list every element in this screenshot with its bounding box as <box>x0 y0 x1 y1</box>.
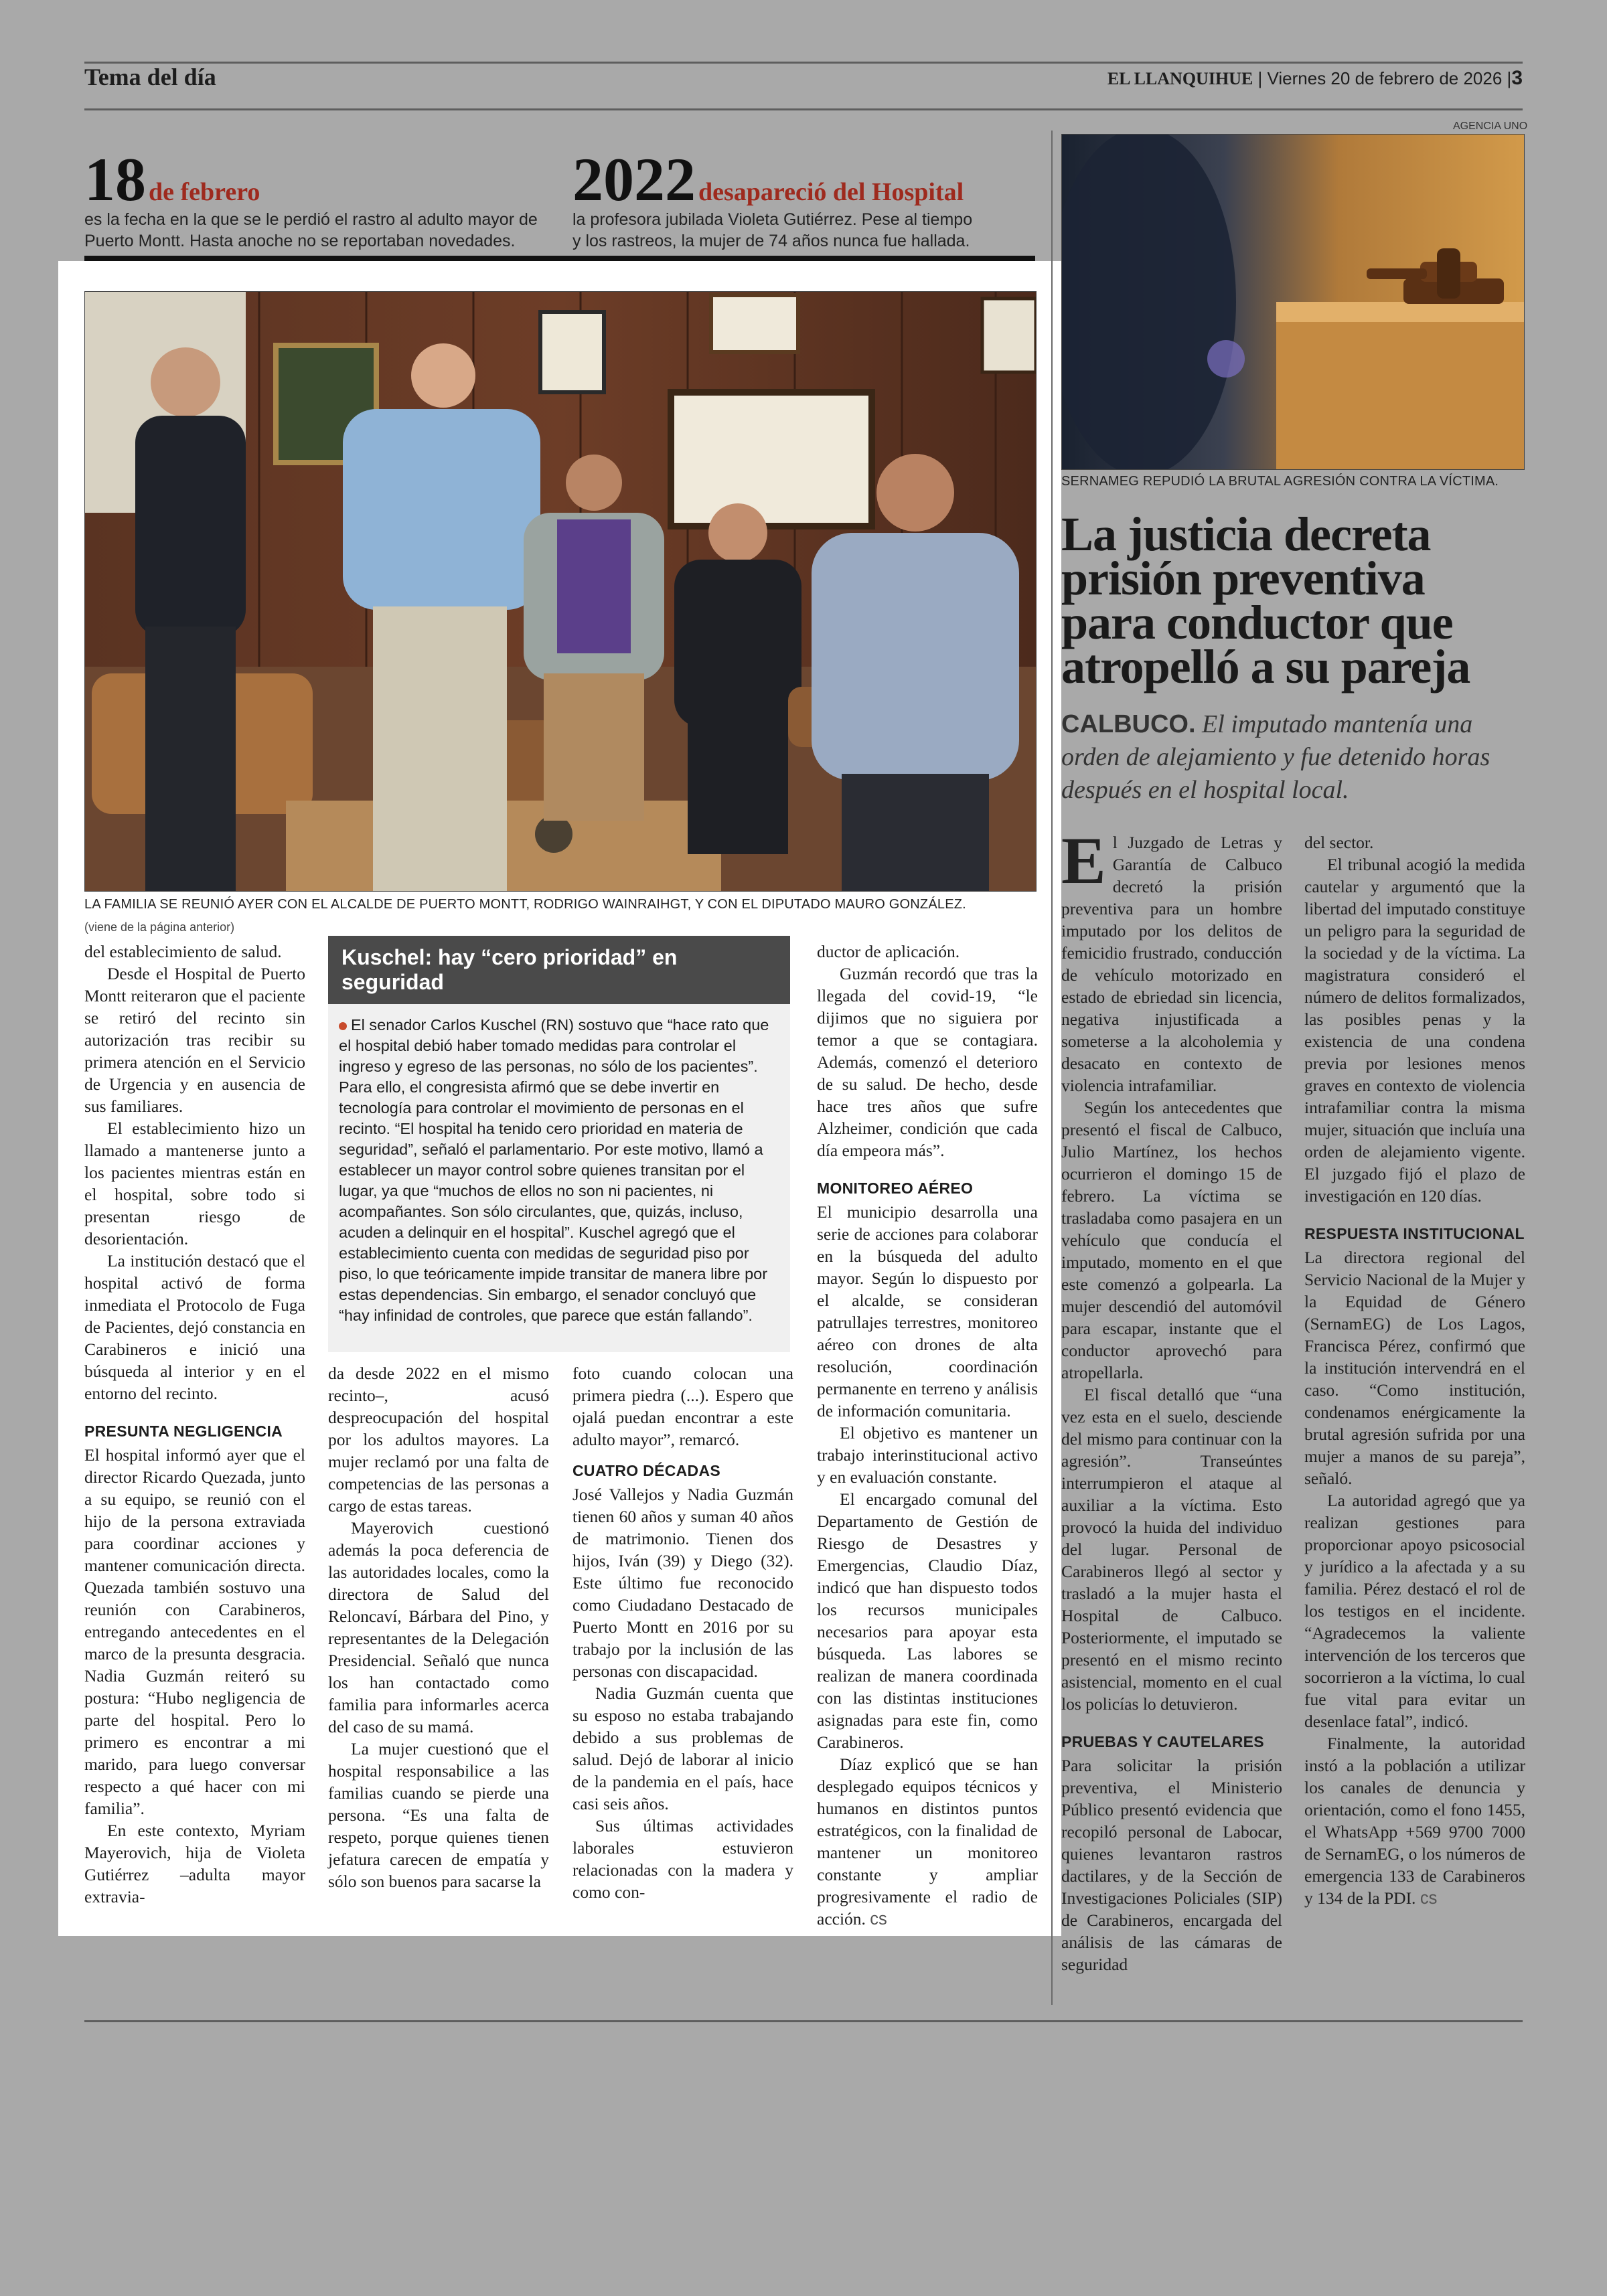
paragraph: Para solicitar la prisión preventiva, el Ministerio Público presentó evidencia que recopiló personal de Labocar, quienes levantaron rastros dactilares, y de la Sección de Investigaciones Policiales (SIP) de Carabineros, encargada del análisis de las cámaras de seguridad <box>1061 1756 1282 1974</box>
drop-cap: E <box>1061 823 1106 898</box>
fact-1 <box>84 145 553 252</box>
side-deck <box>1061 708 1523 807</box>
paragraph: ductor de aplicación. <box>817 942 960 961</box>
column-divider <box>1051 131 1053 2005</box>
deck-place: CALBUCO. <box>1061 710 1196 738</box>
photo-caption: LA FAMILIA SE REUNIÓ AYER CON EL ALCALDE DE PUERTO MONTT, RODRIGO WAINRAIHGT, Y CON EL DIPUTADO MAURO GONZÁLEZ. <box>84 897 966 912</box>
fact-1-description: es la fecha en la que se le perdió el rastro al adulto mayor de Puerto Montt. Hasta anoche no se reportaban novedades. <box>84 210 538 250</box>
main-col-2 <box>328 1362 549 1892</box>
paragraph: La institución destacó que el hospital activó de forma inmediata el Protocolo de Fuga de Pacientes, dejó constancia en Carabineros e inició una búsqueda al interior y en el entorno del recinto. <box>84 1251 305 1403</box>
paragraph: del establecimiento de salud. <box>84 942 282 961</box>
end-mark-icon: cs <box>1420 1889 1438 1908</box>
paragraph: La autoridad agregó que ya realizan gestiones para proporcionar apoyo psicosocial y jurídico a la afectada y a su familia. Pérez destacó el rol de los testigos en el incidente. “Agradecemos la valiente intervención de los terceros que socorrieron a la víctima, lo cual fue vital para evitar un desenlace fatal”, indicó. <box>1304 1491 1525 1731</box>
main-col-4 <box>817 940 1038 1931</box>
paragraph-text: Díaz explicó que se han desplegado equipos técnicos y humanos en distintos puntos estratégicos, con la finalidad de mantener un monitoreo constante y ampliar progresivamente el radio de acción. <box>817 1754 1038 1929</box>
box-title: Kuschel: hay “cero prioridad” en seguridad <box>328 936 790 1004</box>
bullet-icon <box>339 1022 347 1030</box>
kuschel-box <box>328 936 790 1352</box>
subhead: MONITOREO AÉREO <box>817 1179 974 1197</box>
paragraph: El encargado comunal del Departamento de Gestión de Riesgo de Desastres y Emergencias, Claudio Díaz, indicó que han dispuesto todos los recursos municipales necesarios para apoyar esta búsqueda. Las labores se realizan de manera coordinada con las distintas instituciones asignadas para este fin, como Carabineros. <box>817 1489 1038 1752</box>
fact-1-number: 18 <box>84 145 146 214</box>
paragraph: Desde el Hospital de Puerto Montt reiteraron que el paciente se retiró del recinto sin autorización tras recibir su primera atención en el Servicio de Urgencia y en ausencia de sus familiares. <box>84 964 305 1116</box>
end-mark-icon: cs <box>870 1910 887 1929</box>
newspaper-name: EL LLANQUIHUE <box>1107 69 1253 88</box>
person-1 <box>135 347 246 891</box>
paragraph <box>817 1753 1038 1931</box>
subhead: RESPUESTA INSTITUCIONAL <box>1304 1225 1525 1242</box>
gavel-photo <box>1061 134 1525 470</box>
box-text <box>328 1004 790 1337</box>
fact-2-label: desapareció del Hospital <box>698 178 964 206</box>
paragraph: El hospital informó ayer que el director Ricardo Quezada, junto a su equipo, se reunió con el hijo de la persona extraviada para coordinar acciones y mantener comunicación directa. Quezada también sostuvo una reunión con Carabineros, entregando antecedentes en el marco de la presunta desgracia. Nadia Guzmán reiteró su postura: “Hubo negligencia de parte del hospital. Pero lo primero es encontrar a mi marido, para luego conversar respecto a qué hacer con mi familia”. <box>84 1445 305 1818</box>
deck-text: El imputado mantenía una orden de alejamiento y fue detenido horas después en el hospital local. <box>1061 710 1490 804</box>
paragraph: El municipio desarrolla una serie de acciones para colaborar en la búsqueda del adulto mayor. Según lo dispuesto por el alcalde, se consideran patrullajes terrestres, monitoreo aéreo con drones de alta resolución, coordinación permanente en terreno y análisis de información comunitaria. <box>817 1202 1038 1420</box>
lead-text: l Juzgado de Letras y Garantía de Calbuco decretó la prisión preventiva para un hombre imputado por los delitos de femicidio frustrado, conducción de vehículo motorizado en estado de ebriedad sin licencia, negativa injustificada a someterse a la alcoholemia y desacato en contexto de violencia intrafamiliar. <box>1061 833 1282 1095</box>
main-col-3 <box>572 1362 793 1903</box>
side-col-1 <box>1061 823 1282 1975</box>
fact-2-description: la profesora jubilada Violeta Gutiérrez. Pese al tiempo y los rastreos, la mujer de 74 años nunca fue hallada. <box>572 210 973 250</box>
fact-1-label: de febrero <box>149 178 260 206</box>
paragraph: El objetivo es mantener un trabajo interinstitucional activo y en evaluación constante. <box>817 1423 1038 1487</box>
fact-2-number: 2022 <box>572 145 696 214</box>
paragraph: El establecimiento hizo un llamado a mantenerse junto a los pacientes mientras están en el hospital, sobre todo si presentan riesgo de desorientación. <box>84 1119 305 1248</box>
side-headline: La justicia decreta prisión preventiva para conductor que atropelló a su pareja <box>1061 507 1470 693</box>
lead-paragraph <box>1061 823 1282 1096</box>
box-body: El senador Carlos Kuschel (RN) sostuvo que “hace rato que el hospital debió haber tomado medidas para controlar el ingreso y egreso de las personas, no sólo de los pacientes”. Para ello, el congresista afirmó que se debe invertir en tecnología para controlar el movimiento de personas en el recinto. “El hospital ha tenido cero prioridad en materia de seguridad”, señaló el parlamentario. Por este motivo, llamó a establecer un mayor control sobre quienes transitan por el lugar, ya que “muchos de ellos no son ni pacientes, ni acompañantes. Son sólo circulantes, que, quizás, incluso, acuden a delinquir en el hospital”. Kuschel agregó que el establecimiento cuenta con medidas de seguridad piso por piso, lo que teóricamente impide transitar de manera libre por estas dependencias. Sin embargo, el senador concluyó que “hay infinidad de controles, que parece que están fallando”. <box>339 1016 769 1324</box>
main-col-1 <box>84 940 305 1908</box>
main-photo <box>84 291 1037 892</box>
photo-credit: AGENCIA UNO <box>1453 120 1528 132</box>
bottom-rule <box>84 2020 1523 2022</box>
paragraph: José Vallejos y Nadia Guzmán tienen 60 años y suman 40 años de matrimonio. Tienen dos hijos, Iván (39) y Diego (32). Este último fue reconocido como Ciudadano Destacado de Puerto Montt en 2016 por su trabajo por la inclusión de las personas con discapacidad. <box>572 1485 793 1681</box>
section-title: Tema del día <box>84 64 216 90</box>
paragraph: del sector. <box>1304 833 1374 852</box>
paragraph-text: Finalmente, la autoridad instó a la población a utilizar los canales de denuncia y orientación, como el fono 1455, el WhatsApp +569 9700 7000 de SernamEG, o los números de emergencia 133 de Carabineros y 134 de la PDI. <box>1304 1734 1525 1908</box>
paragraph: Según los antecedentes que presentó el fiscal de Calbuco, Julio Martínez, los hechos ocurrieron el domingo 15 de febrero. La víctima se trasladaba como pasajera en un vehículo que conducía el imputado, momento en el que este comenzó a golpearla. La mujer descendió del automóvil para escapar, instante que el conductor aprovechó para atropellarla. <box>1061 1098 1282 1382</box>
side-photo-caption: SERNAMEG REPUDIÓ LA BRUTAL AGRESIÓN CONTRA LA VÍCTIMA. <box>1061 474 1499 489</box>
paragraph: da desde 2022 en el mismo recinto–, acusó despreocupación del hospital por los adultos mayores. La mujer reclamó por una falta de competencias de las personas a cargo de estas tareas. <box>328 1364 549 1515</box>
subhead: PRUEBAS Y CAUTELARES <box>1061 1733 1264 1750</box>
paragraph: Sus últimas actividades laborales estuvieron relacionadas con la madera y como con- <box>572 1816 793 1902</box>
paragraph: Nadia Guzmán cuenta que su esposo no estaba trabajando debido a sus problemas de salud. Dejó de laborar al inicio de la pandemia en el país, hace casi seis años. <box>572 1684 793 1813</box>
paragraph: En este contexto, Myriam Mayerovich, hija de Violeta Gutiérrez –adulta mayor extravia- <box>84 1821 305 1906</box>
page-number: 3 <box>1511 67 1523 89</box>
side-col-2 <box>1304 831 1525 1910</box>
paragraph: El fiscal detalló que “una vez esta en el suelo, desciende del mismo para continuar con la agresión”. Transeúntes interrumpieron el ataque al auxiliar a la víctima. Esto provocó la huida del individuo del lugar. Personal de Carabineros llegó al sector y trasladó a la mujer hasta el Hospital de Calbuco. Posteriormente, el imputado se presentó en el mismo recinto asistencial, momento en el cual los policías lo detuvieron. <box>1061 1385 1282 1714</box>
paragraph: El tribunal acogió la medida cautelar y argumentó que la libertad del imputado constituye un peligro para la seguridad de la sociedad y de la víctima. La magistratura consideró el número de delitos formalizados, las posibles penas y la existencia de una condena previa por lesiones menos graves en contexto de violencia intrafamiliar contra la misma mujer, situación que incluía una orden de alejamiento vigente. El juzgado fijó el plazo de investigación en 120 días. <box>1304 855 1525 1206</box>
fact-2 <box>572 145 1041 252</box>
group-photo <box>85 292 1036 891</box>
paragraph: La mujer cuestionó que el hospital responsabilice a las familias cuando se pierde una persona. “Es una falta de respeto, porque quienes tienen jefatura carecen de empatía y sólo son buenos para sacarse la <box>328 1739 549 1891</box>
gavel-image <box>1062 135 1524 469</box>
subhead: PRESUNTA NEGLIGENCIA <box>84 1422 283 1440</box>
paragraph: Mayerovich cuestionó además la poca deferencia de las autoridades locales, como la directora de Salud del Reloncaví, Bárbara del Pino, y representantes de la Delegación Presidencial. Señaló que nunca los han contactado como familia para informarles acerca del caso de su mamá. <box>328 1518 549 1736</box>
continued-note: (viene de la página anterior) <box>84 920 235 934</box>
paragraph: Guzmán recordó que tras la llegada del covid-19, “le dijimos que no siguiera por temor a que se contagiara. Además, comenzó el deterioro de su salud. De hecho, desde hace tres años que sufre Alzheimer, condición que cada día empeora más”. <box>817 964 1038 1160</box>
paragraph <box>1304 1732 1525 1910</box>
issue-date: Viernes 20 de febrero de 2026 <box>1267 68 1503 88</box>
subhead: CUATRO DÉCADAS <box>572 1462 720 1479</box>
masthead: EL LLANQUIHUE | Viernes 20 de febrero de 2026 |3 <box>1107 67 1523 89</box>
paragraph: La directora regional del Servicio Nacional de la Mujer y la Equidad de Género (SernamEG) de Los Lagos, Francisca Pérez, confirmó que la institución intervendrá en el caso. “Como institución, condenamos enérgicamente la brutal agresión sufrida por una mujer a manos de su pareja”, señaló. <box>1304 1248 1525 1488</box>
paragraph: foto cuando colocan una primera piedra (...). Espero que ojalá puedan encontrar a este adulto mayor”, remarcó. <box>572 1364 793 1449</box>
